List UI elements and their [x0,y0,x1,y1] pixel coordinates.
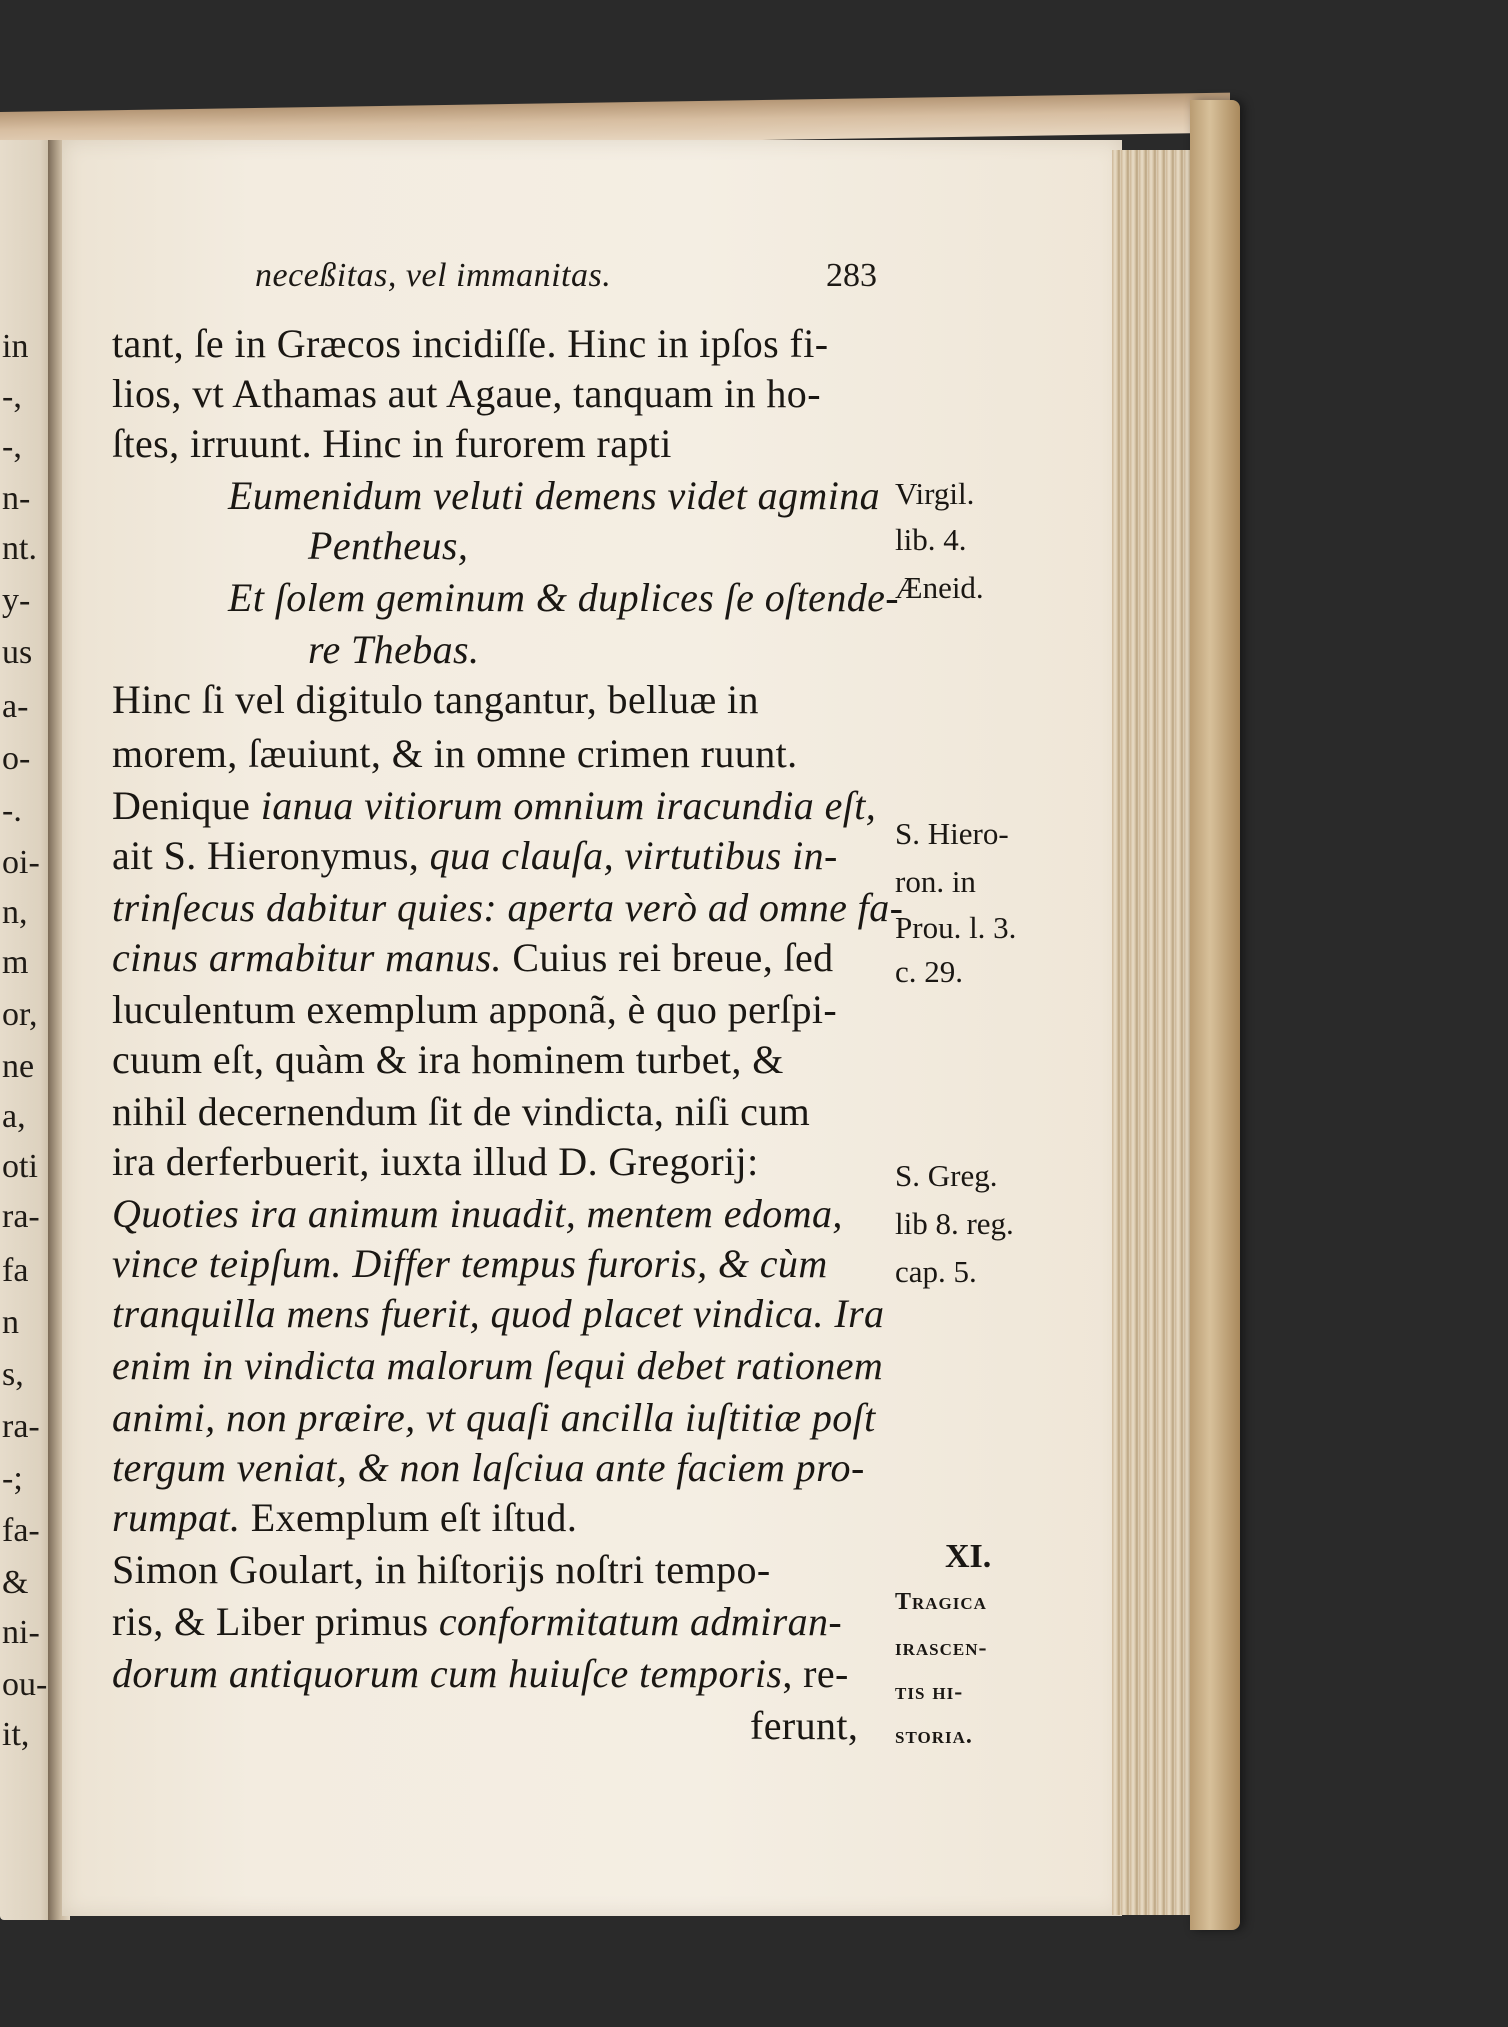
text-line [112,420,672,467]
text-line [308,522,468,569]
roman-text-segment: ferunt, [750,1703,859,1748]
text-line [112,320,828,367]
prev-page-text-fragment: fa- [2,1514,40,1548]
margin-note: S. Hiero- [895,816,1009,851]
text-line [112,884,903,931]
text-line [112,1598,842,1645]
italic-text-segment: Pentheus, [308,523,469,568]
roman-text-segment: lios, vt Athamas aut Agaue, tanquam in ho- [112,371,821,416]
margin-note: cap. 5. [895,1254,977,1289]
roman-text-segment: ira derferbuerit, iuxta illud D. Gregorij: [112,1139,759,1184]
prev-page-text-fragment: fa [2,1254,29,1288]
text-line [112,1444,865,1491]
roman-text-segment: cuum eſt, quàm & ira hominem turbet, & [112,1037,784,1082]
page-number: 283 [826,257,877,294]
prev-page-text-fragment: ra- [2,1200,40,1234]
roman-text-segment: Hinc ſi vel digitulo tangantur, belluæ in [112,677,759,722]
prev-page-text-fragment: n, [2,896,28,930]
prev-page-text-fragment: ne [2,1050,35,1084]
text-line [750,1702,858,1749]
prev-page-text-fragment: in [2,330,29,364]
margin-note: c. 29. [895,954,964,989]
text-line [112,1088,810,1135]
book-cover-edge [1190,100,1240,1930]
text-line [112,730,798,777]
text-line [112,1394,876,1441]
margin-note: lib 8. reg. [895,1206,1014,1241]
italic-text-segment: animi, non præire, vt quaſi ancilla iuſtitiæ poſt [112,1395,876,1440]
italic-text-segment: Eumenidum veluti demens videt agmina [228,473,881,518]
prev-page-text-fragment: oi- [2,846,40,880]
prev-page-text-fragment: m [2,946,29,980]
margin-note: S. Greg. [895,1158,998,1193]
italic-text-segment: ianua vitiorum omnium iracundia eſt, [260,783,877,828]
prev-page-text-fragment: n [2,1306,19,1340]
roman-text-segment: ait S. Hieronymus, [112,833,430,878]
prev-page-text-fragment: -. [2,794,22,828]
prev-page-text-fragment: ni- [2,1616,40,1650]
roman-text-segment: morem, ſæuiunt, & in omne crimen ruunt. [112,731,798,776]
roman-text-segment: Denique [112,783,261,828]
margin-note: Virgil. [895,476,975,511]
italic-text-segment: trinſecus dabitur quies: aperta verò ad omne fa- [112,885,904,930]
prev-page-text-fragment: us [2,636,33,670]
text-line [308,626,479,673]
section-numeral: XI. [945,1538,992,1575]
italic-text-segment: qua clauſa, virtutibus in- [429,833,838,878]
roman-text-segment: Cuius rei breue, ſed [501,935,834,980]
text-line [112,986,837,1033]
italic-text-segment: Quoties ira animum inuadit, mentem edoma, [112,1191,843,1236]
page-leaves-edge [1112,150,1194,1915]
text-line [112,934,834,981]
prev-page-text-fragment: s, [2,1358,24,1392]
section-note-line: tis hi- [895,1679,964,1705]
italic-text-segment: dorum antiquorum cum huiuſce temporis [112,1651,783,1696]
italic-text-segment: vince teipſum. Differ tempus furoris, & cùm [112,1241,828,1286]
italic-text-segment: conformitatum admiran- [438,1599,843,1644]
prev-page-text-fragment: -; [2,1462,23,1496]
prev-page-text-fragment: nt. [2,532,37,566]
text-line [112,1138,759,1185]
text-line [112,1036,784,1083]
roman-text-segment: ſtes, irruunt. Hinc in furorem rapti [112,421,672,466]
prev-page-text-fragment: ra- [2,1410,40,1444]
text-line [112,1190,843,1237]
margin-note: Prou. l. 3. [895,910,1017,945]
roman-text-segment: tant, ſe in Græcos incidiſſe. Hinc in ipſos fi- [112,321,829,366]
text-line [112,370,821,417]
text-line [228,574,899,621]
roman-text-segment: Exemplum eſt iſtud. [240,1495,578,1540]
prev-page-text-fragment: -, [2,430,22,464]
italic-text-segment: rumpat. [112,1495,241,1540]
margin-note: Æneid. [895,570,984,605]
italic-text-segment: enim in vindicta malorum ſequi debet rationem [112,1343,884,1388]
text-line [112,1342,883,1389]
text-line [112,782,876,829]
prev-page-text-fragment: a- [2,690,29,724]
prev-page-text-fragment: it, [2,1718,30,1752]
margin-note: lib. 4. [895,522,967,557]
italic-text-segment: cinus armabitur manus. [112,935,502,980]
text-line [112,1290,884,1337]
italic-text-segment: tranquilla mens fuerit, quod placet vindica. Ira [112,1291,885,1336]
roman-text-segment: luculentum exemplum apponã, è quo perſpi- [112,987,838,1032]
roman-text-segment: nihil decernendum ſit de vindicta, niſi cum [112,1089,811,1134]
prev-page-text-fragment: -, [2,380,22,414]
italic-text-segment: re Thebas. [308,627,480,672]
roman-text-segment: Simon Goulart, in hiſtorijs noſtri tempo- [112,1547,771,1592]
text-line [112,1494,577,1541]
text-line [112,1546,771,1593]
prev-page-text-fragment: a, [2,1100,26,1134]
prev-page-text-fragment: ou- [2,1668,48,1702]
section-note-line: irascen- [895,1635,988,1661]
prev-page-text-fragment: o- [2,742,31,776]
roman-text-segment: , re- [782,1651,849,1696]
running-head: neceßitas, vel immanitas. [255,257,612,294]
roman-text-segment: ris, & Liber primus [112,1599,439,1644]
prev-page-text-fragment: & [2,1566,29,1600]
text-line [112,1240,828,1287]
text-line [228,472,880,519]
text-line [112,676,759,723]
margin-note: ron. in [895,864,976,899]
prev-page-text-fragment: or, [2,998,38,1032]
section-note-line: Tragica [895,1589,987,1615]
section-note-line: storia. [895,1723,973,1749]
prev-page-text-fragment: y- [2,584,31,618]
text-line [112,832,838,879]
prev-page-text-fragment: n- [2,482,31,516]
text-line [112,1650,849,1697]
prev-page-text-fragment: oti [2,1150,38,1184]
italic-text-segment: Et ſolem geminum & duplices ſe oſtende- [228,575,899,620]
italic-text-segment: tergum veniat, & non laſciua ante faciem pro- [112,1445,865,1490]
